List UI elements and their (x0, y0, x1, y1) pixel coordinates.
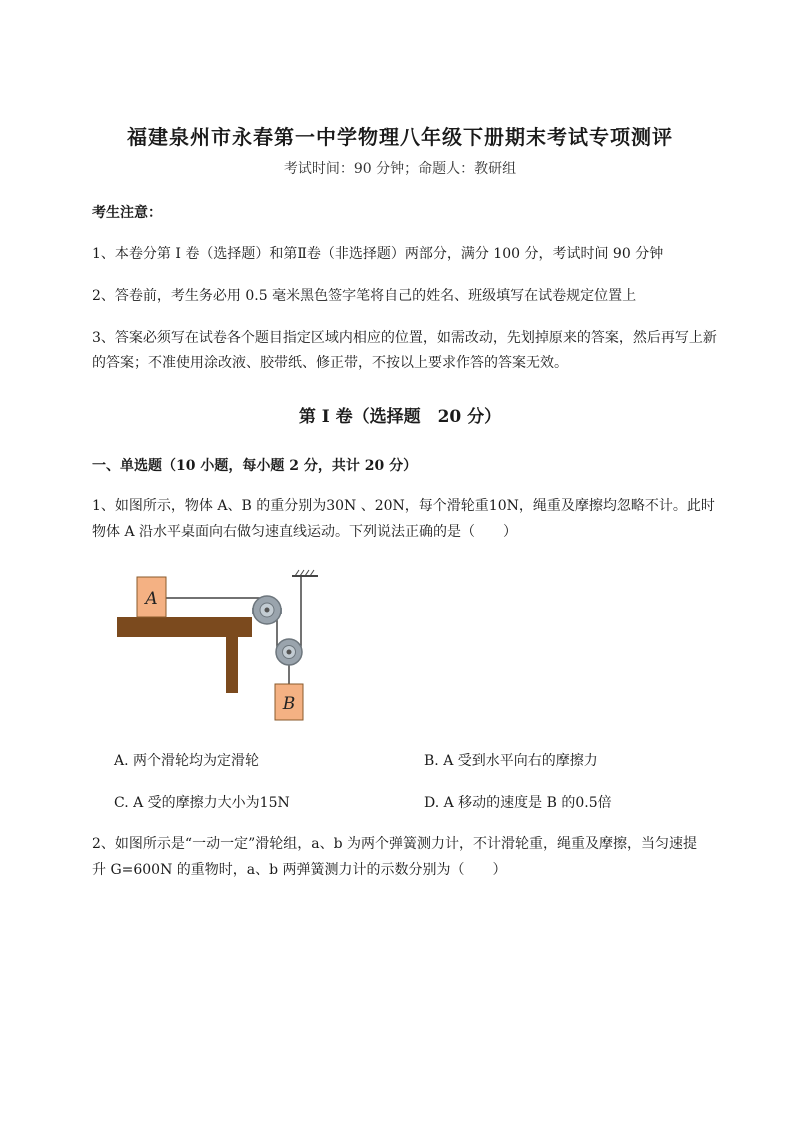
block-a-label: A (145, 589, 158, 609)
table-leg (226, 637, 238, 693)
question-1-option-a[interactable]: A. 两个滑轮均为定滑轮 (114, 753, 260, 769)
movable-pulley (276, 639, 302, 665)
section-title: 第 I 卷（选择题 20 分） (298, 407, 502, 427)
question-1-option-d[interactable]: D. A 移动的速度是 B 的0.5倍 (424, 795, 612, 811)
question-1-option-b[interactable]: B. A 受到水平向右的摩擦力 (424, 753, 598, 769)
notice-item-3-line-2: 的答案；不准使用涂改液、胶带纸、修正带，不按以上要求作答的答案无效。 (92, 355, 568, 371)
exam-info: 考试时间：90 分钟；命题人：教研组 (283, 161, 517, 177)
notice-heading: 考生注意： (92, 205, 162, 221)
pulley-diagram (112, 566, 332, 726)
question-1-text-line-1: 1、如图所示，物体 A、B 的重分别为30N 、20N，每个滑轮重10N，绳重及摩擦均忽略不计。此时 (92, 498, 715, 514)
notice-item-1: 1、本卷分第 I 卷（选择题）和第Ⅱ卷（非选择题）两部分，满分 100 分，考试时间 90 分钟 (92, 246, 664, 262)
page-title: 福建泉州市永春第一中学物理八年级下册期末考试专项测评 (127, 125, 673, 149)
question-1-text-line-2: 物体 A 沿水平桌面向右做匀速直线运动。下列说法正确的是（ ） (92, 524, 518, 540)
fixed-pulley (252, 596, 282, 624)
question-1-option-c[interactable]: C. A 受的摩擦力大小为15N (114, 795, 290, 811)
notice-item-3-line-1: 3、答案必须写在试卷各个题目指定区域内相应的位置，如需改动，先划掉原来的答案，然后再写上新 (92, 330, 717, 346)
question-2-text-line-2: 升 G=600N 的重物时，a、b 两弹簧测力计的示数分别为（ ） (92, 862, 507, 878)
block-b-label: B (282, 694, 296, 714)
question-group-heading: 一、单选题（10 小题，每小题 2 分，共计 20 分） (92, 458, 418, 474)
question-2-text-line-1: 2、如图所示是“一动一定”滑轮组，a、b 为两个弹簧测力计，不计滑轮重，绳重及摩擦，当匀速提 (92, 836, 697, 852)
table-top (117, 617, 252, 637)
ceiling-support (292, 570, 318, 576)
pulley-figure (112, 566, 332, 726)
notice-item-2: 2、答卷前，考生务必用 0.5 毫米黑色签字笔将自己的姓名、班级填写在试卷规定位置上 (92, 288, 637, 304)
